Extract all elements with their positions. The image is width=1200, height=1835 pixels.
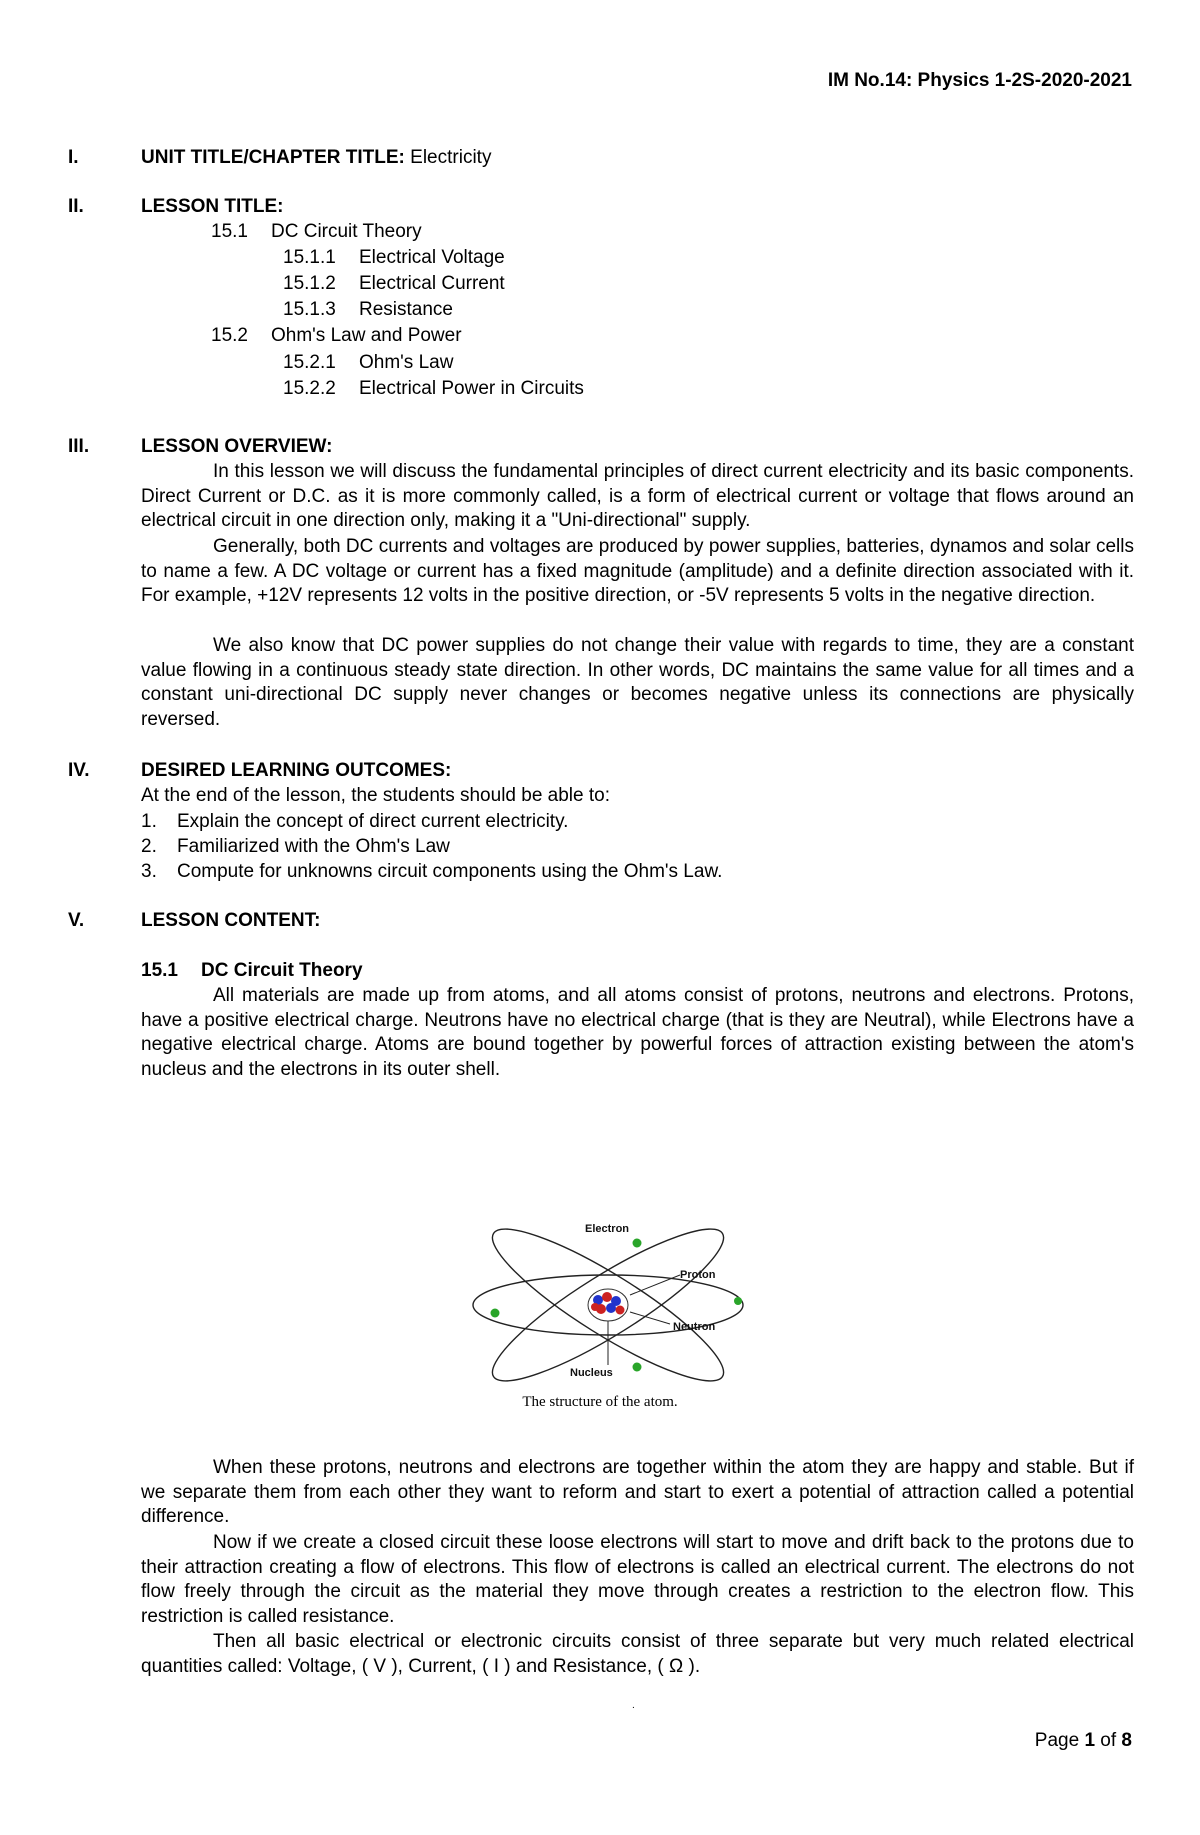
electron-dot: [734, 1297, 742, 1305]
electron-dot: [491, 1309, 500, 1318]
outcomes-intro: At the end of the lesson, the students should be able to:: [141, 785, 610, 806]
list-item-number: 1.: [141, 811, 157, 832]
lesson-title-text: Electrical Power in Circuits: [359, 378, 584, 399]
lesson-title-item: [283, 247, 505, 269]
list-item-text: Explain the concept of direct current electricity.: [177, 811, 569, 832]
list-item-text: Familiarized with the Ohm's Law: [177, 836, 450, 857]
label-electron: Electron: [585, 1223, 630, 1235]
lesson-title-text: Ohm's Law: [359, 352, 454, 373]
label-nucleus: Nucleus: [570, 1367, 613, 1379]
electron-dot: [633, 1239, 642, 1248]
label-proton: Proton: [680, 1269, 716, 1281]
list-item-number: 3.: [141, 861, 157, 882]
content-paragraph-1: All materials are made up from atoms, and all atoms consist of protons, neutrons and electrons. Protons, have a positive electrical charge. Neutrons have no electrical charge (that is they are Neutral), while Electrons have a negative electrical charge. Atoms are bound together by powerful forces of attraction existing between the atom's nucleus and the electrons in its outer shell.: [141, 985, 1134, 1080]
content-paragraph-2: When these protons, neutrons and electrons are together within the atom they are happy and stable. But if we separate them from each other they want to reform and start to exert a potential of attraction called a potential difference.: [141, 1457, 1134, 1527]
footer-page-word: Page: [1034, 1730, 1085, 1751]
lesson-title-item: [283, 299, 453, 321]
content-label: LESSON CONTENT:: [141, 910, 321, 931]
section-numeral-3: III.: [68, 436, 90, 457]
overview-heading: [141, 436, 332, 458]
lesson-title-number: 15.1.1: [283, 247, 336, 268]
section-numeral-1: I.: [68, 147, 79, 168]
outcomes-label: DESIRED LEARNING OUTCOMES:: [141, 760, 452, 781]
overview-paragraph-1: In this lesson we will discuss the fundamental principles of direct current electricity and its basic components. Direct Current or D.C. as it is more commonly called, is a form of electrical current or voltage that flows around an electrical circuit in one direction only, making it a "Uni-directional" supply.: [141, 461, 1134, 531]
list-item-text: Compute for unknowns circuit components using the Ohm's Law.: [177, 861, 723, 882]
overview-paragraph-2: Generally, both DC currents and voltages are produced by power supplies, batteries, dynamos and solar cells to name a few. A DC voltage or current has a fixed magnitude (amplitude) and a definite direction associated with it. For example, +12V represents 12 volts in the positive direction, or -5V represents 5 volts in the negative direction.: [141, 536, 1134, 606]
section-numeral-5: V.: [68, 910, 85, 931]
figure-caption: The structure of the atom.: [522, 1394, 678, 1410]
outcomes-heading: [141, 760, 451, 782]
lesson-title-item: [211, 325, 462, 347]
lesson-title-text: DC Circuit Theory: [271, 221, 422, 242]
list-item: [141, 834, 722, 859]
footer-total-pages: 8: [1121, 1730, 1132, 1751]
subsection-number: 15.1: [141, 960, 178, 981]
unit-title-value: Electricity: [404, 147, 492, 168]
subsection-heading: [141, 960, 363, 982]
lesson-title-label: LESSON TITLE:: [141, 196, 284, 217]
section-numeral-4: IV.: [68, 760, 90, 781]
unit-title: [141, 147, 491, 169]
lesson-title-item: [283, 352, 453, 374]
lesson-title-item: [283, 378, 584, 400]
list-item: [141, 859, 722, 884]
subsection-title: DC Circuit Theory: [201, 960, 363, 981]
content-paragraph-4: Then all basic electrical or electronic circuits consist of three separate but very much related electrical quantities called: Voltage, ( V ), Current, ( I ) and Resistance, ( Ω ).: [141, 1631, 1134, 1677]
nucleus: [588, 1289, 628, 1321]
lesson-title-text: Ohm's Law and Power: [271, 325, 462, 346]
lesson-title-text: Electrical Current: [359, 273, 505, 294]
electron-dot: [633, 1363, 642, 1372]
lesson-title-number: 15.2.1: [283, 352, 336, 373]
lesson-title-number: 15.2.2: [283, 378, 336, 399]
footer-of-word: of: [1095, 1730, 1122, 1751]
label-neutron: Neutron: [673, 1321, 716, 1333]
overview-label: LESSON OVERVIEW:: [141, 436, 333, 457]
list-item-number: 2.: [141, 836, 157, 857]
lesson-title-text: Resistance: [359, 299, 453, 320]
atom-diagram: [470, 1200, 790, 1390]
stray-mark: .: [632, 1700, 635, 1711]
lesson-title-text: Electrical Voltage: [359, 247, 505, 268]
content-paragraph-3: Now if we create a closed circuit these loose electrons will start to move and drift back to the protons due to their attraction creating a flow of electrons. This flow of electrons is called an electrical current. The electrons do not flow freely through the circuit as the material they move through creates a restriction to the electron flow. This restriction is called resistance.: [141, 1532, 1134, 1627]
list-item: [141, 809, 722, 834]
lesson-title-number: 15.1.3: [283, 299, 336, 320]
lesson-title-number: 15.2: [211, 325, 248, 346]
lesson-title-heading: [141, 196, 284, 218]
content-heading: [141, 910, 320, 932]
lesson-title-number: 15.1.2: [283, 273, 336, 294]
section-numeral-2: II.: [68, 196, 84, 217]
lesson-title-number: 15.1: [211, 221, 248, 242]
unit-title-label: UNIT TITLE/CHAPTER TITLE:: [141, 147, 405, 168]
document-header: IM No.14: Physics 1-2S-2020-2021: [827, 70, 1132, 91]
lesson-title-item: [283, 273, 505, 295]
footer-current-page: 1: [1084, 1730, 1096, 1751]
page-footer: [1035, 1730, 1132, 1752]
outcomes-list: [141, 809, 722, 884]
overview-paragraph-3: We also know that DC power supplies do not change their value with regards to time, they are a constant value flowing in a continuous steady state direction. In other words, DC maintains the same value for all times and a constant uni-directional DC supply never changes or becomes negative unless its connections are physically reversed.: [141, 635, 1134, 730]
lesson-title-item: [211, 221, 422, 243]
